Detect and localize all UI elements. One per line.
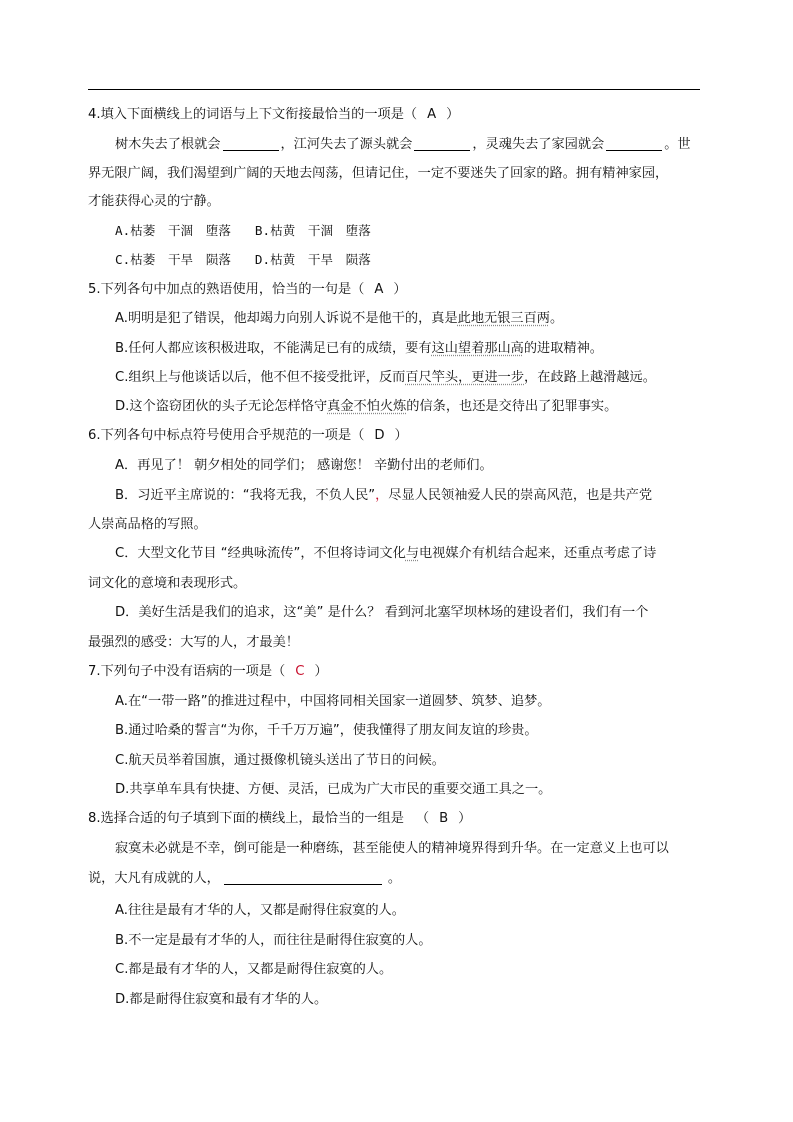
q7-option-d: D.共享单车具有快捷、方便、灵活，已成为广大市民的重要交通工具之一。 [115,782,552,797]
q5-option-a [115,304,703,333]
q6-option-b-mark: ， [375,488,389,503]
q4-passage-part4: 。世 [664,137,691,152]
q6-option-b-line1 [115,481,703,510]
q5-option-d-end: 的信条，也还是交待出了犯罪事实。 [406,399,618,414]
q4-answer: A [427,107,437,122]
q8-passage-line1: 寂寞未必就是不幸，倒可能是一种磨练，甚至能使人的精神境界得到升华。在一定意义上也可以 [115,841,669,856]
q5-option-a-text: A.明明是犯了错误，他却竭力向别人诉说不是他干的，真是 [115,311,458,326]
q5-option-b-end: 的进取精神。 [523,341,603,356]
q8-stem: 8.选择合适的句子填到下面的横线上，最恰当的一组是 [88,811,404,826]
q6-close: ） [394,428,408,443]
q8-open: （ [415,811,430,826]
q6-option-b-part2: 尽显人民领袖爱人民的崇高风范，也是共产党 [388,488,653,503]
q4-passage-part3: ，灵魂失去了家园就会 [472,137,605,152]
q6-option-d-line2: 最强烈的感受：大写的人，才最美！ [88,635,299,650]
q8-close: ） [458,811,472,826]
q6-option-b-part1: B．习近平主席说的：“我将无我，不负人民” [115,488,376,503]
q8-stem-line [88,804,703,833]
q6-option-c-line1 [115,539,703,568]
q5-option-a-end: 。 [549,311,564,326]
q7-answer: C [295,664,305,679]
q4-passage-line1 [115,130,703,159]
q4-option-c: C.枯萎 干旱 陨落 [115,252,231,267]
header-rule [88,89,700,90]
q5-option-d-text: D.这个盗窃团伙的头子无论怎样恪守 [115,399,328,414]
q6-option-a: A．再见了！ 朝夕相处的同学们； 感谢您！ 辛勤付出的老师们。 [115,458,493,473]
q6-option-c-mark: 与 [405,546,419,561]
q8-answer: B [439,811,449,826]
q4-passage-part1: 树木失去了根就会 [115,137,221,152]
q4-option-a: A.枯萎 干涸 堕落 [115,223,231,238]
q4-passage-part2: ，江河失去了源头就会 [280,137,413,152]
q6-answer: D [374,428,385,443]
q5-stem: 5.下列各句中加点的熟语使用，恰当的一句是（ [88,282,365,297]
q5-option-d-idiom: 真金不怕火炼 [327,399,407,414]
q5-stem-line [88,275,703,304]
q5-option-b-idiom: 这山望着那山高 [431,341,524,356]
q4-blank-3 [606,133,662,151]
q5-option-d [115,392,703,421]
q4-stem: 4.填入下面横线上的词语与上下文衔接最恰当的一项是（ [88,107,418,122]
q5-close: ） [393,282,407,297]
q4-options-row1 [115,216,703,245]
q4-option-d: D.枯黄 干旱 陨落 [254,252,371,267]
q5-answer: A [374,282,384,297]
q4-passage-line3: 才能获得心灵的宁静。 [88,194,220,209]
q8-option-c: C.都是最有才华的人，又都是耐得住寂寞的人。 [115,962,393,977]
q4-close: ） [446,107,460,122]
q8-blank [224,867,382,885]
q6-option-c-line2: 词文化的意境和表现形式。 [88,576,247,591]
q6-option-b-line2: 人崇高品格的写照。 [88,517,207,532]
q5-option-c-text: C.组织上与他谈话以后，他不但不接受批评，反而 [115,370,406,385]
q8-passage-part1: 说，大凡有成就的人， [88,871,220,886]
q6-option-d-line1: D．美好生活是我们的追求，这“美” 是什么？ 看到河北塞罕坝林场的建设者们，我们有一个 [115,605,649,620]
q8-option-b: B.不一定是最有才华的人，而往往是耐得住寂寞的人。 [115,933,432,948]
q6-option-c-part1: C．大型文化节目 “经典咏流传”，不但将诗词文化 [115,546,406,561]
q5-option-b-text: B.任何人都应该积极进取，不能满足已有的成绩，要有 [115,341,432,356]
q5-option-a-idiom: 此地无银三百两 [457,311,550,326]
q6-stem-line [88,421,703,450]
q5-option-c [115,363,703,392]
q7-option-c: C.航天员举着国旗，通过摄像机镜头送出了节日的问候。 [115,753,445,768]
q8-option-a: A.往往是最有才华的人，又都是耐得住寂寞的人。 [115,903,405,918]
q5-option-b [115,334,703,363]
q8-passage-part2: 。 [387,871,402,886]
q4-option-b: B.枯黄 干涸 堕落 [254,223,371,238]
q6-stem: 6.下列各句中标点符号使用合乎规范的一项是（ [88,428,365,443]
q8-passage-line2 [88,864,703,893]
q5-option-c-end: ，在歧路上越滑越远。 [524,370,656,385]
q5-option-c-idiom: 百尺竿头，更进一步 [405,370,525,385]
q7-option-a: A.在“一带一路”的推进过程中，中国将同相关国家一道圆梦、筑梦、追梦。 [115,694,551,709]
q7-close: ） [314,664,328,679]
q7-stem-line [88,657,703,686]
q4-blank-1 [223,133,279,151]
q6-option-c-part2: 电视媒介有机结合起来，还重点考虑了诗 [419,546,657,561]
q7-stem: 7.下列句子中没有语病的一项是（ [88,664,286,679]
q4-stem-line [88,100,703,129]
q4-passage-line2: 界无限广阔，我们渴望到广阔的天地去闯荡，但请记住，一定不要迷失了回家的路。拥有精神家园， [88,166,669,181]
q4-blank-2 [414,133,470,151]
q4-options-row2 [115,245,703,274]
q8-option-d: D.都是耐得住寂寞和最有才华的人。 [115,992,328,1007]
q7-option-b: B.通过哈桑的誓言“为你，千千万万遍”，使我懂得了朋友间友谊的珍贵。 [115,723,538,738]
